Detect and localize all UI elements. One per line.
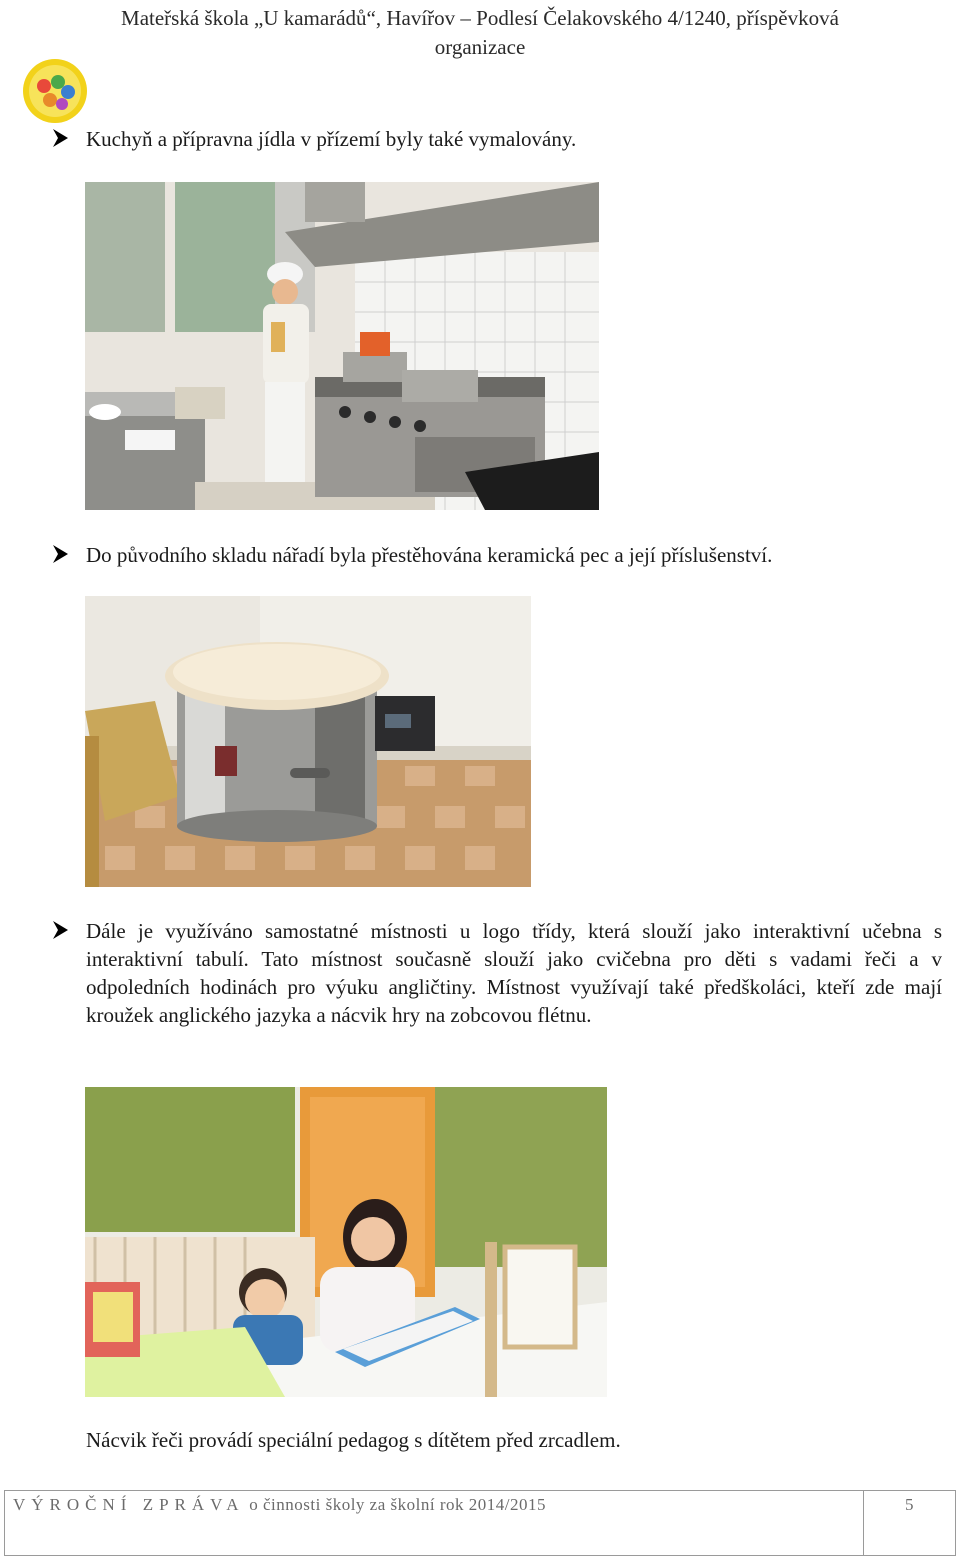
- header-line-2: organizace: [434, 35, 526, 59]
- footer-title-spaced: VÝROČNÍ ZPRÁVA: [13, 1495, 245, 1514]
- list-item-text: Kuchyň a přípravna jídla v přízemí byly také vymalovány.: [86, 127, 577, 151]
- list-item-text: Do původního skladu nářadí byla přestěhována keramická pec a její příslušenství.: [86, 543, 773, 567]
- document-header: [0, 4, 960, 62]
- list-item-kitchen: [52, 125, 942, 153]
- arrow-bullet-icon: [52, 544, 70, 564]
- footer-divider: [863, 1491, 864, 1555]
- page-number: 5: [905, 1495, 914, 1514]
- page-footer: [4, 1490, 956, 1556]
- kitchen-photo: [85, 182, 599, 510]
- school-logo-icon: [22, 58, 88, 124]
- arrow-bullet-icon: [52, 920, 70, 940]
- photo-caption: Nácvik řeči provádí speciální pedagog s dítětem před zrcadlem.: [86, 1428, 621, 1452]
- list-item-text: Dále je využíváno samostatné místnosti u logo třídy, která slouží jako interaktivní učebna s interaktivní tabulí. Tato místnost současně slouží jako cvičebna pro děti s vadami řeči a v odpoledních hodinách pro výuku angličtiny. Místnost využívají také předškoláci, kteří zde mají kroužek anglického jazyka a nácvik hry na zobcovou flétnu.: [86, 919, 942, 1027]
- list-item-kiln: [52, 541, 942, 569]
- speech-therapy-photo: [85, 1087, 607, 1397]
- arrow-bullet-icon: [52, 128, 70, 148]
- list-item-classroom: [52, 917, 942, 1029]
- footer-title-rest: o činnosti školy za školní rok 2014/2015: [249, 1495, 546, 1514]
- footer-title: [13, 1495, 546, 1515]
- header-line-1: Mateřská škola „U kamarádů“, Havířov – Podlesí Čelakovského 4/1240, příspěvková: [121, 6, 839, 30]
- kiln-photo: [85, 596, 531, 887]
